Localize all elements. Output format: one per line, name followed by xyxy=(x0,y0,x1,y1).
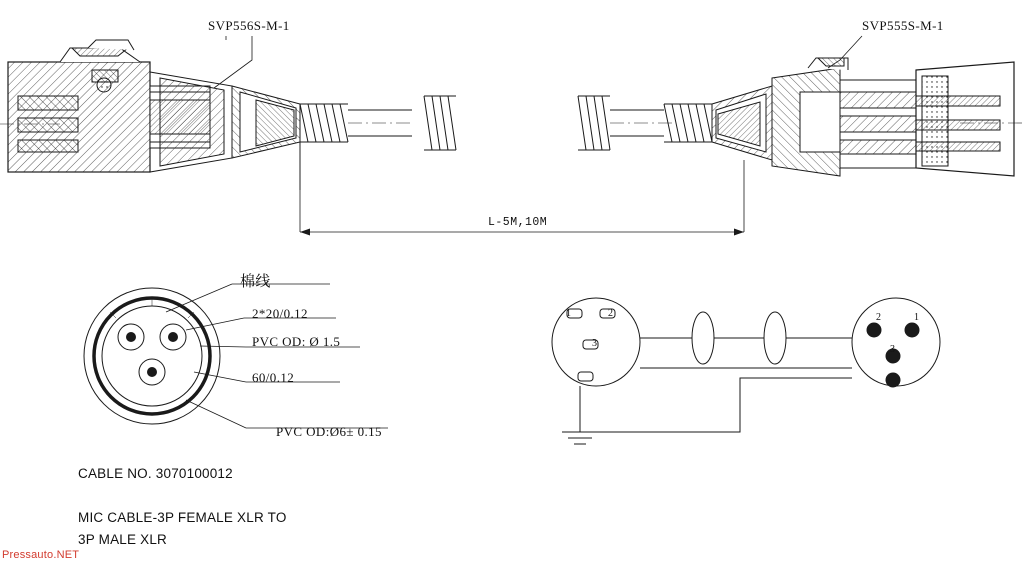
cable-description-line-1: MIC CABLE-3P FEMALE XLR TO xyxy=(78,510,287,525)
pin-label-left-3: 3 xyxy=(592,338,597,349)
pin-label-right-1: 1 xyxy=(914,312,919,323)
cable-number-text: CABLE NO. 3070100012 xyxy=(78,466,233,481)
watermark-text: Pressauto.NET xyxy=(2,549,80,561)
pin-label-right-3: 3 xyxy=(890,344,895,355)
callout-shield: 60/0.12 xyxy=(252,370,295,385)
left-connector-assembly xyxy=(0,40,456,172)
length-dimension-label: L-5M,10M xyxy=(488,216,548,229)
callout-cotton-filler: 棉线 xyxy=(240,274,271,290)
pin-label-left-1: 1 xyxy=(566,308,571,319)
callout-jacket: PVC OD:Ø6± 0.15 xyxy=(276,424,382,439)
pin-label-left-2: 2 xyxy=(608,308,613,319)
cable-cross-section xyxy=(84,284,388,428)
left-connector-label: SVP556S-M-1 xyxy=(208,18,290,33)
wiring-schematic xyxy=(552,298,940,444)
right-connector-label: SVP555S-M-1 xyxy=(862,18,944,33)
callout-inner-insulation: PVC OD: Ø 1.5 xyxy=(252,334,341,349)
pin-label-right-2: 2 xyxy=(876,312,881,323)
right-connector-assembly xyxy=(578,58,1022,176)
cable-description-line-2: 3P MALE XLR xyxy=(78,532,167,547)
callout-conductor: 2*20/0.12 xyxy=(252,306,308,321)
